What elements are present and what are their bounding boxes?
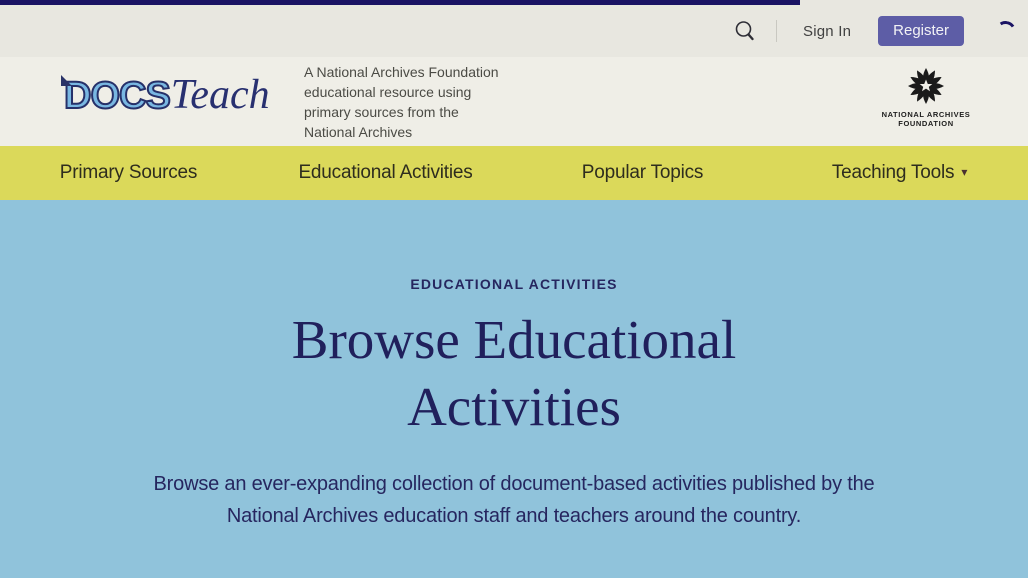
nav-item-label: Popular Topics <box>581 162 704 183</box>
nav-item-teaching-tools[interactable] <box>771 162 1028 184</box>
loading-spinner-icon <box>993 19 1018 44</box>
tagline: A National Archives Foundation educational resource using primary sources from the National Archives <box>304 64 499 140</box>
loading-progress-bar <box>0 0 800 5</box>
nav-item-label: Educational Activities <box>298 162 473 183</box>
brand-band <box>0 57 1028 146</box>
logo-teach-text: Teach <box>170 72 270 118</box>
naf-logo-line1: NATIONAL ARCHIVES <box>881 110 971 119</box>
nav-item-popular-topics[interactable] <box>514 162 771 184</box>
section-kicker: EDUCATIONAL ACTIVITIES <box>410 276 618 292</box>
docsteach-logo[interactable] <box>64 71 270 119</box>
sign-in-link[interactable]: Sign In <box>803 22 852 40</box>
main-nav <box>0 146 1028 200</box>
hero-section <box>0 200 1028 578</box>
page-title-line1: Browse Educational <box>291 309 737 370</box>
utility-actions <box>730 16 1018 46</box>
nav-item-primary-sources[interactable] <box>0 162 257 184</box>
search-button[interactable] <box>730 16 760 46</box>
search-icon <box>733 19 757 43</box>
national-archives-foundation-logo[interactable] <box>876 65 976 128</box>
page-description: Browse an ever-expanding collection of document-based activities published by the National Archives education staff and teachers around the country. <box>153 473 875 527</box>
page-fold-icon <box>61 75 72 86</box>
nav-item-label: Primary Sources <box>59 162 198 183</box>
page-title <box>292 306 736 440</box>
logo-docs-text: DOCS <box>64 75 170 117</box>
register-button[interactable]: Register <box>878 16 964 46</box>
naf-starburst-icon <box>905 65 947 107</box>
page-title-line2: Activities <box>407 376 621 437</box>
utility-bar <box>0 0 1028 57</box>
naf-logo-text <box>882 110 971 128</box>
chevron-down-icon: ▾ <box>961 165 968 179</box>
divider <box>776 20 777 42</box>
nav-item-label: Teaching Tools <box>831 162 955 183</box>
naf-logo-line2: FOUNDATION <box>898 119 954 128</box>
nav-item-educational-activities[interactable] <box>257 162 514 184</box>
